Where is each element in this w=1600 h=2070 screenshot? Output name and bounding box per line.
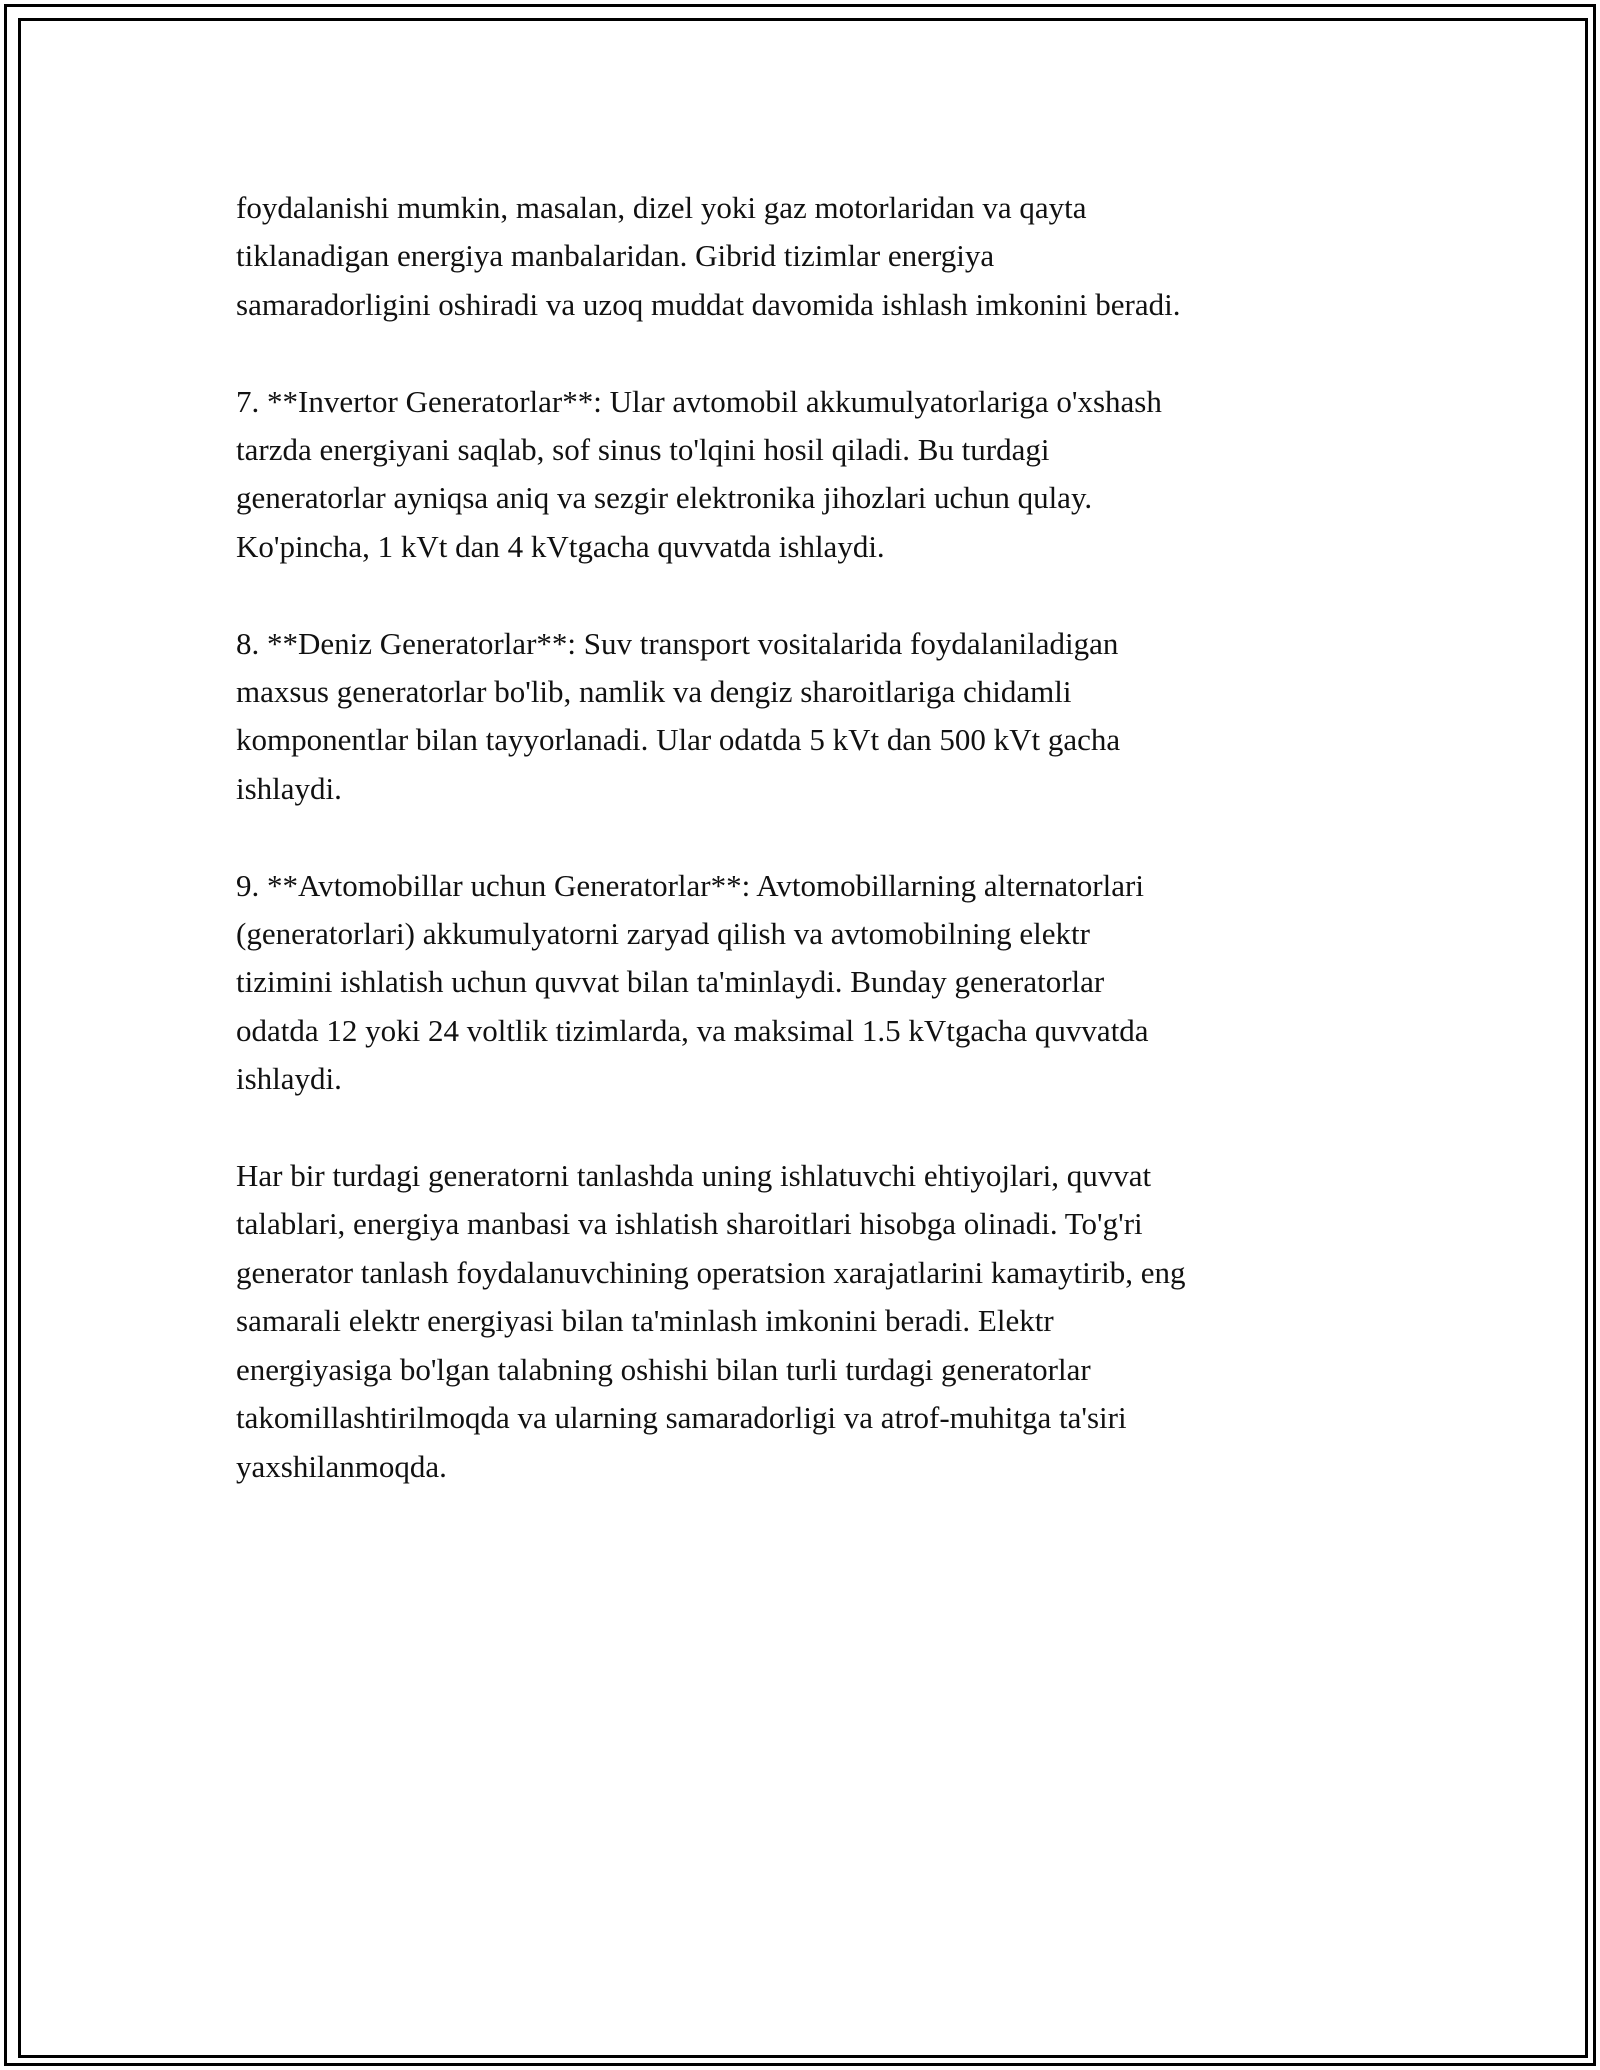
text-line: takomillashtirilmoqda va ularning samaradorligi va atrof-muhitga ta'siri xyxy=(236,1400,1127,1436)
text-line: foydalanishi mumkin, masalan, dizel yoki gaz motorlaridan va qayta xyxy=(236,190,1087,225)
paragraph-gap xyxy=(236,571,1386,619)
text-line: samaradorligini oshiradi va uzoq muddat davomida ishlash imkonini beradi. xyxy=(236,286,1181,322)
text-line: (generatorlari) akkumulyatorni zaryad qilish va avtomobilning elektr xyxy=(236,916,1090,952)
text-line: komponentlar bilan tayyorlanadi. Ular odatda 5 kVt dan 500 kVt gacha xyxy=(236,722,1121,758)
text-line: tarzda energiyani saqlab, sof sinus to'lqini hosil qiladi. Bu turdagi xyxy=(236,432,1050,468)
text-line: ishlaydi. xyxy=(236,1061,342,1097)
text-line: energiyasiga bo'lgan talabning oshishi bilan turli turdagi generatorlar xyxy=(236,1351,1091,1387)
text-line: talablari, energiya manbasi va ishlatish sharoitlari hisobga olinadi. To'g'ri xyxy=(236,1206,1143,1242)
paragraph-conclusion xyxy=(236,1152,1386,1491)
paragraph-gap xyxy=(236,1104,1386,1152)
text-line: 9. **Avtomobillar uchun Generatorlar**: Avtomobillarning alternatorlari xyxy=(236,867,1144,903)
paragraph-item-7-invertor-generators xyxy=(236,378,1386,572)
text-line: 8. **Deniz Generatorlar**: Suv transport vositalarida foydalaniladigan xyxy=(236,625,1119,661)
text-line: generator tanlash foydalanuvchining operatsion xarajatlarini kamaytirib, eng xyxy=(236,1254,1186,1290)
paragraph-intro-continuation xyxy=(236,184,1386,329)
text-line: ishlaydi. xyxy=(236,770,342,806)
document-body xyxy=(236,184,1386,1491)
text-line: generatorlar ayniqsa aniq va sezgir elektronika jihozlari uchun qulay. xyxy=(236,480,1093,516)
text-line: 7. **Invertor Generatorlar**: Ular avtomobil akkumulyatorlariga o'xshash xyxy=(236,383,1162,419)
text-line: tiklanadigan energiya manbalaridan. Gibrid tizimlar energiya xyxy=(236,238,995,274)
text-line: Ko'pincha, 1 kVt dan 4 kVtgacha quvvatda ishlaydi. xyxy=(236,528,885,564)
text-line: samarali elektr energiyasi bilan ta'minlash imkonini beradi. Elektr xyxy=(236,1303,1054,1339)
text-line: maxsus generatorlar bo'lib, namlik va dengiz sharoitlariga chidamli xyxy=(236,674,1072,710)
paragraph-gap xyxy=(236,813,1386,861)
paragraph-item-8-deniz-generators xyxy=(236,620,1386,814)
text-line: tizimini ishlatish uchun quvvat bilan ta'minlaydi. Bunday generatorlar xyxy=(236,964,1105,1000)
text-line: odatda 12 yoki 24 voltlik tizimlarda, va maksimal 1.5 kVtgacha quvvatda xyxy=(236,1012,1149,1048)
text-line: Har bir turdagi generatorni tanlashda uning ishlatuvchi ehtiyojlari, quvvat xyxy=(236,1158,1152,1194)
text-line: yaxshilanmoqda. xyxy=(236,1448,447,1484)
paragraph-item-9-car-generators xyxy=(236,862,1386,1104)
paragraph-gap xyxy=(236,329,1386,377)
